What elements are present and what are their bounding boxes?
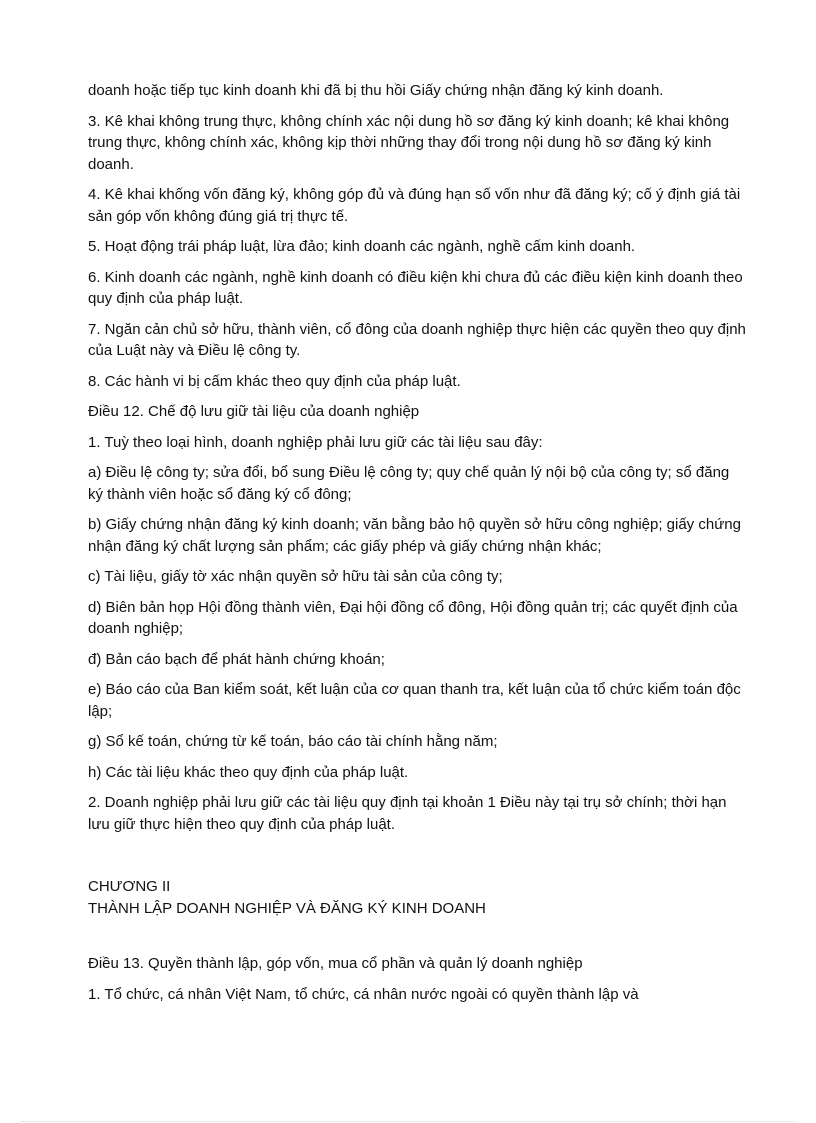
page-bottom-rule (22, 1121, 794, 1122)
spacer (88, 919, 748, 953)
paragraph: doanh hoặc tiếp tục kinh doanh khi đã bị thu hồi Giấy chứng nhận đăng ký kinh doanh. (88, 82, 664, 99)
paragraph: 5. Hoạt động trái pháp luật, lừa đảo; kinh doanh các ngành, nghề cấm kinh doanh. (88, 238, 636, 255)
chapter-title: THÀNH LẬP DOANH NGHIỆP VÀ ĐĂNG KÝ KINH DOANH (88, 899, 486, 917)
paragraphs-bottom (88, 953, 748, 1005)
list-item: d) Biên bản họp Hội đồng thành viên, Đại hội đồng cổ đông, Hội đồng quản trị; các quyết định của doanh nghiệp; (88, 598, 738, 637)
list-item: b) Giấy chứng nhận đăng ký kinh doanh; văn bằng bảo hộ quyền sở hữu công nghiệp; giấy chứng nhận đăng ký chất lượng sản phẩm; các giấy phép và giấy chứng nhận khác; (88, 516, 741, 555)
chapter-label: CHƯƠNG II (88, 878, 171, 895)
list-item: c) Tài liệu, giấy tờ xác nhận quyền sở hữu tài sản của công ty; (88, 568, 503, 585)
paragraph: 1. Tổ chức, cá nhân Việt Nam, tổ chức, cá nhân nước ngoài có quyền thành lập và (88, 985, 639, 1003)
chapter-heading (88, 876, 748, 919)
article-heading: Điều 13. Quyền thành lập, góp vốn, mua cổ phần và quản lý doanh nghiệp (88, 955, 583, 972)
spacer (88, 844, 748, 876)
list-item: e) Báo cáo của Ban kiểm soát, kết luận của cơ quan thanh tra, kết luận của tổ chức kiểm toán độc lập; (88, 681, 741, 720)
list-item: đ) Bản cáo bạch để phát hành chứng khoán; (88, 650, 385, 668)
list-item: g) Sổ kế toán, chứng từ kế toán, báo cáo tài chính hằng năm; (88, 733, 498, 750)
paragraph: 8. Các hành vi bị cấm khác theo quy định của pháp luật. (88, 372, 461, 390)
paragraphs-top (88, 80, 748, 835)
document-page (88, 80, 748, 1014)
paragraph: 3. Kê khai không trung thực, không chính xác nội dung hồ sơ đăng ký kinh doanh; kê khai không trung thực, không chính xác, không kịp thời những thay đổi trong nội dung hồ sơ đăng ký kinh doanh. (88, 112, 730, 173)
paragraph: 6. Kinh doanh các ngành, nghề kinh doanh có điều kiện khi chưa đủ các điều kiện kinh doanh theo quy định của pháp luật. (88, 268, 743, 307)
paragraph: 1. Tuỳ theo loại hình, doanh nghiệp phải lưu giữ các tài liệu sau đây: (88, 433, 543, 451)
paragraph: 4. Kê khai khống vốn đăng ký, không góp đủ và đúng hạn số vốn như đã đăng ký; cố ý định giá tài sản góp vốn không đúng giá trị thực tế. (88, 186, 741, 225)
paragraph: 2. Doanh nghiệp phải lưu giữ các tài liệu quy định tại khoản 1 Điều này tại trụ sở chính; thời hạn lưu giữ thực hiện theo quy định của pháp luật. (88, 794, 727, 833)
list-item: a) Điều lệ công ty; sửa đổi, bổ sung Điều lệ công ty; quy chế quản lý nội bộ của công ty; sổ đăng ký thành viên hoặc sổ đăng ký cổ đông; (88, 464, 730, 503)
article-heading: Điều 12. Chế độ lưu giữ tài liệu của doanh nghiệp (88, 403, 420, 420)
paragraph: 7. Ngăn cản chủ sở hữu, thành viên, cổ đông của doanh nghiệp thực hiện các quyền theo quy định của Luật này và Điều lệ công ty. (88, 320, 746, 359)
list-item: h) Các tài liệu khác theo quy định của pháp luật. (88, 763, 409, 781)
